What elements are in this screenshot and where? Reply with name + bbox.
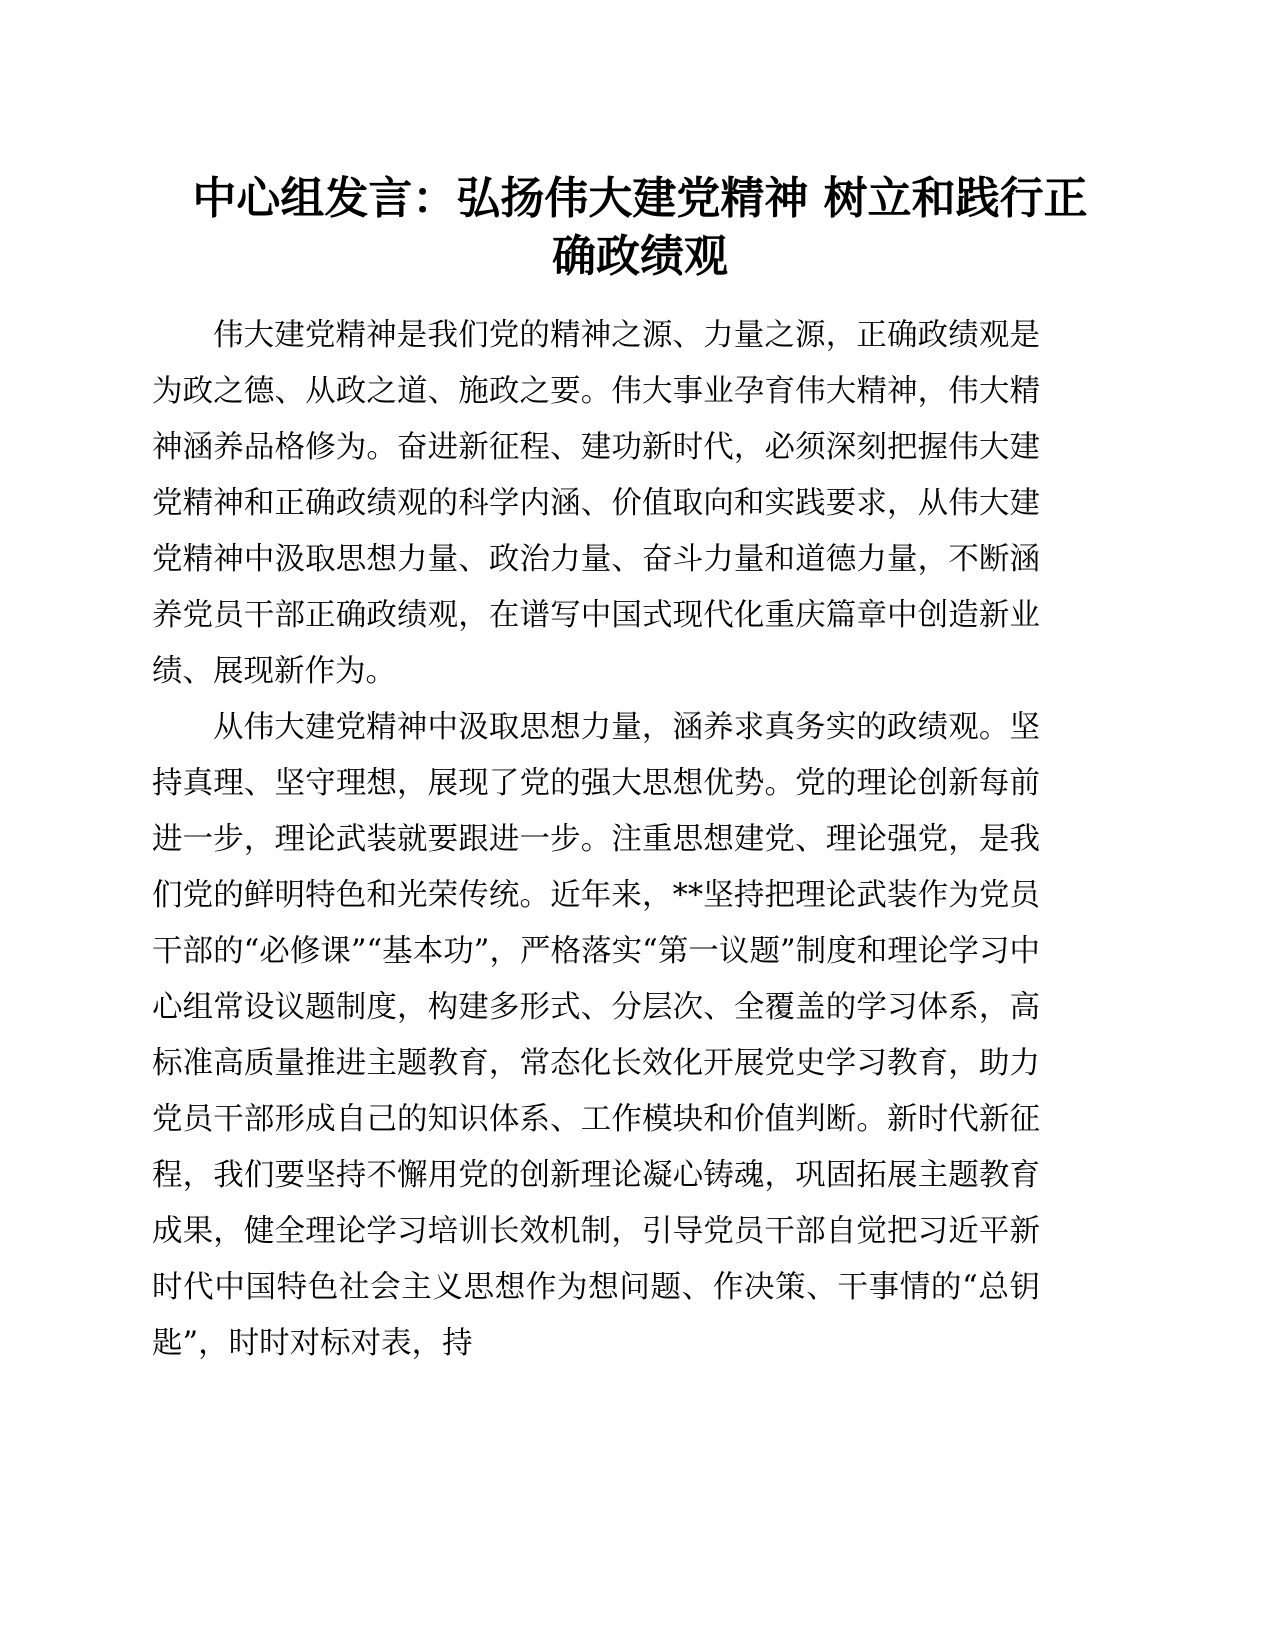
title-line-2: 确政绩观	[552, 231, 728, 282]
document-body	[152, 308, 1040, 1372]
title-line-1: 中心组发言：弘扬伟大建党精神 树立和践行正	[192, 173, 1088, 224]
paragraph-2: 从伟大建党精神中汲取思想力量，涵养求真务实的政绩观。坚持真理、坚守理想，展现了党的强大思想优势。党的理论创新每前进一步，理论武装就要跟进一步。注重思想建党、理论强党，是我们党的鲜明特色和光荣传统。近年来，**坚持把理论武装作为党员干部的“必修课”“基本功”，严格落实“第一议题”制度和理论学习中心组常设议题制度，构建多形式、分层次、全覆盖的学习体系，高标准高质量推进主题教育，常态化长效化开展党史学习教育，助力党员干部形成自己的知识体系、工作模块和价值判断。新时代新征程，我们要坚持不懈用党的创新理论凝心铸魂，巩固拓展主题教育成果，健全理论学习培训长效机制，引导党员干部自觉把习近平新时代中国特色社会主义思想作为想问题、作决策、干事情的“总钥匙”，时时对标对表，持	[152, 710, 1040, 1361]
paragraph-1: 伟大建党精神是我们党的精神之源、力量之源，正确政绩观是为政之德、从政之道、施政之要。伟大事业孕育伟大精神，伟大精神涵养品格修为。奋进新征程、建功新时代，必须深刻把握伟大建党精神和正确政绩观的科学内涵、价值取向和实践要求，从伟大建党精神中汲取思想力量、政治力量、奋斗力量和道德力量，不断涵养党员干部正确政绩观，在谱写中国式现代化重庆篇章中创造新业绩、展现新作为。	[152, 318, 1040, 689]
document-title	[140, 170, 1140, 286]
